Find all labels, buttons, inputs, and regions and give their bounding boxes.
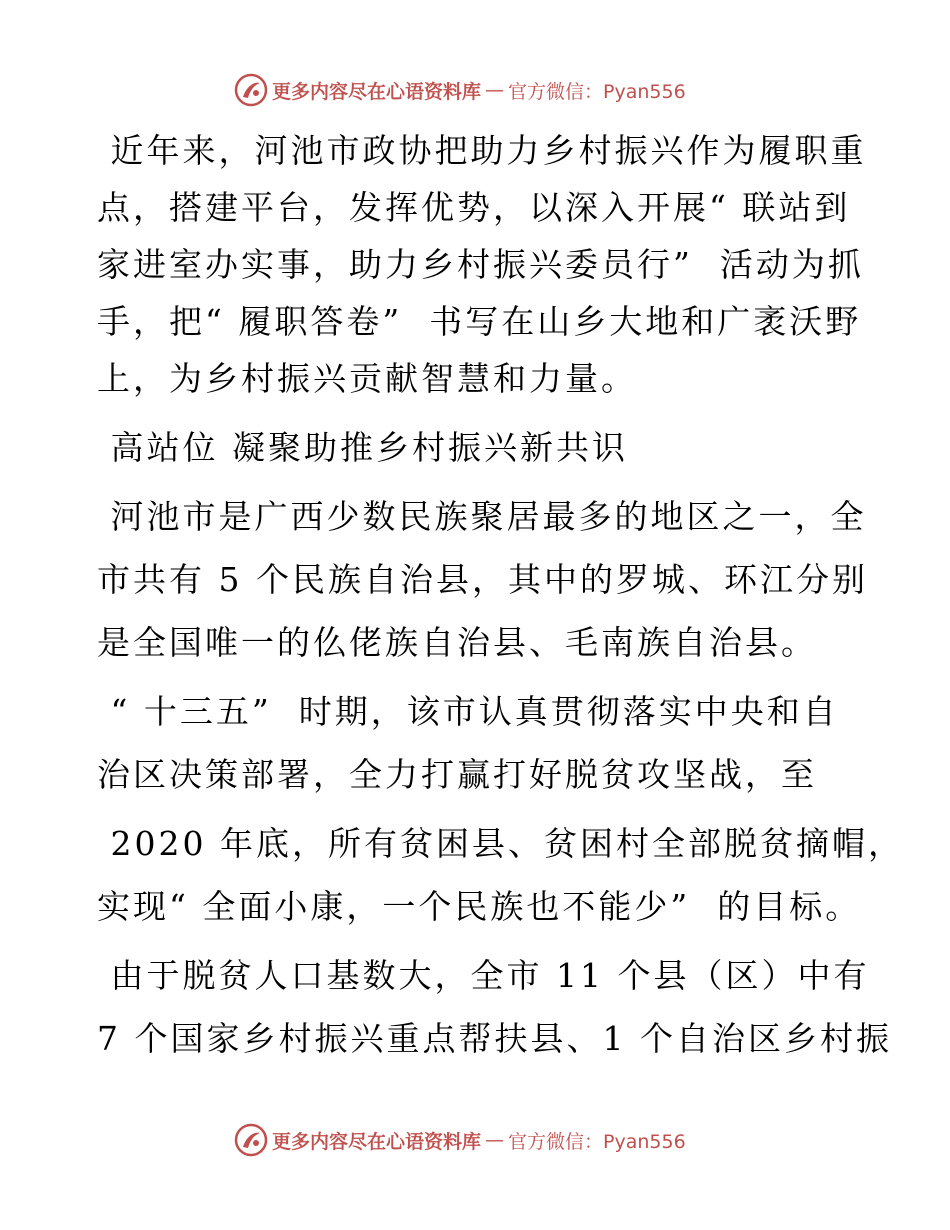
text-line: 7 个国家乡村振兴重点帮扶县、1 个自治区乡村振 xyxy=(97,1019,892,1058)
banner-wechat-text: 官方微信：Pyan556 xyxy=(508,80,686,103)
text-line: 家进室办实事，助力乡村振兴委员行” 活动为抓 xyxy=(97,245,864,284)
text-line: 治区决策部署，全力打赢打好脱贫攻坚战，至 xyxy=(97,755,817,794)
banner-dash: — xyxy=(485,79,505,101)
banner-site-text: 更多内容尽在心语资料库 xyxy=(272,1130,482,1153)
text-line: 近年来，河池市政协把助力乡村振兴作为履职重 xyxy=(97,131,867,170)
text-line: “ 十三五” 时期，该市认真贯彻落实中央和自 xyxy=(97,692,839,731)
text-line: 点，搭建平台，发挥优势，以深入开展“ 联站到 xyxy=(97,188,851,227)
text-line: 实现“ 全面小康，一个民族也不能少” 的目标。 xyxy=(97,887,862,926)
banner-site-text: 更多内容尽在心语资料库 xyxy=(272,80,482,103)
seal-logo-icon xyxy=(234,73,268,107)
text-line: 市共有 5 个民族自治县，其中的罗城、环江分别 xyxy=(97,560,868,599)
article-body xyxy=(97,122,904,1067)
text-line: 河池市是广西少数民族聚居最多的地区之一，全 xyxy=(97,497,867,536)
header-watermark-banner xyxy=(234,72,686,108)
footer-watermark-banner xyxy=(234,1122,686,1158)
text-line: 由于脱贫人口基数大，全市 11 个县（区）中有 xyxy=(97,956,870,995)
banner-wechat-text: 官方微信：Pyan556 xyxy=(508,1130,686,1153)
text-line: 手，把“ 履职答卷” 书写在山乡大地和广袤沃野 xyxy=(97,302,862,341)
seal-logo-icon xyxy=(234,1123,268,1157)
banner-dash: — xyxy=(485,1129,505,1151)
text-line: 上，为乡村振兴贡献智慧和力量。 xyxy=(97,359,637,398)
section-heading: 高站位 凝聚助推乡村振兴新共识 xyxy=(97,428,628,467)
text-line: 2020 年底，所有贫困县、贫困村全部脱贫摘帽， xyxy=(97,824,904,863)
text-line: 是全国唯一的仫佬族自治县、毛南族自治县。 xyxy=(97,623,817,662)
